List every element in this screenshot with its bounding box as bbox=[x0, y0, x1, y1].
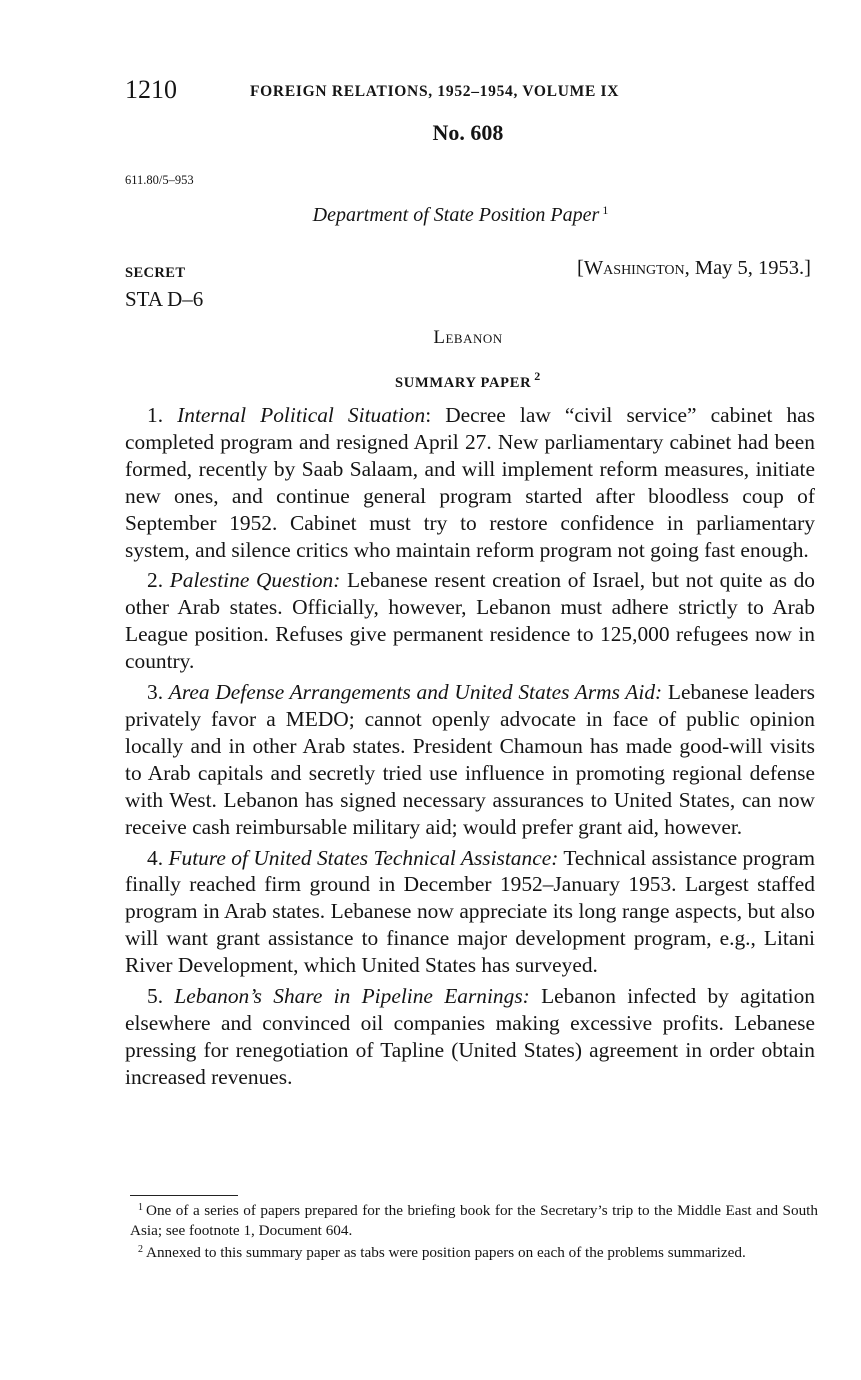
footnote-1 bbox=[130, 1198, 818, 1240]
paragraph-text: Lebanese resent creation of Israel, but not quite as do other Arab states. Officially, however, Lebanon must adhere strictly to Arab League position. Refuses give permanent residence to 125,000 refugees now in country. bbox=[125, 568, 815, 674]
footnote-ref-2: 2 bbox=[534, 369, 541, 383]
paragraph-number: 4. bbox=[147, 845, 164, 870]
footnote-2 bbox=[130, 1240, 818, 1263]
paragraph-number: 5. bbox=[147, 984, 164, 1009]
paragraph-number: 1. bbox=[147, 403, 164, 427]
paragraph-topic: Area Defense Arrangements and United States Arms Aid: bbox=[168, 680, 663, 705]
footnote-ref-1: 1 bbox=[602, 203, 609, 217]
dateline-date: May 5, 1953. bbox=[694, 257, 805, 279]
paragraph-topic: Palestine Question: bbox=[169, 568, 341, 593]
document-designation: STA D–6 bbox=[125, 287, 204, 311]
footnote-marker: 1 bbox=[138, 1202, 143, 1213]
paragraph-topic: Internal Political Situation bbox=[177, 403, 426, 427]
paragraph-text: Lebanese leaders privately favor a MEDO; cannot openly advocate in face of public opinion locally and in other Arab states. President Chamoun has made good-will visits to Arab capitals and secretly tried use influence in promoting regional defense with West. Lebanon has signed necessary assurances to United States, can now receive cash reimbursable military aid; would prefer grant aid, however. bbox=[125, 680, 815, 839]
paragraph-text: Decree law “civil service” cabinet has completed program and resigned April 27. New parliamentary cabinet had been formed, recently by Saab Salaam, and will implement reform measures, initiate new ones, and continue general program started after bloodless coup of September 1952. Cabinet must try to restore confidence in parliamentary system, and silence critics who maintain reform program not going fast enough. bbox=[125, 403, 815, 562]
paragraph-number: 3. bbox=[147, 680, 164, 705]
paragraph-topic: Future of United States Technical Assistance: bbox=[168, 845, 559, 870]
paragraph-3 bbox=[125, 679, 815, 840]
page-number: 1210 bbox=[125, 75, 177, 104]
summary-heading bbox=[0, 369, 861, 392]
paragraph-number: 2. bbox=[147, 568, 164, 593]
dateline-place: Washington bbox=[583, 257, 685, 279]
paragraph-2 bbox=[125, 567, 815, 675]
footnote-marker: 2 bbox=[138, 1244, 143, 1255]
document-title bbox=[0, 203, 861, 227]
file-reference: 611.80/5–953 bbox=[125, 173, 194, 187]
paragraph-text: Lebanon infected by agitation elsewhere and convinced oil companies making excessive profits. Lebanese pressing for renegotiation of Tapline (United States) agreement in order obtain increased revenues. bbox=[125, 984, 816, 1089]
footnote-text: One of a series of papers prepared for the briefing book for the Secretary’s trip to the Middle East and South Asia; see footnote 1, Document 604. bbox=[130, 1202, 818, 1239]
document-number: No. 608 bbox=[432, 120, 504, 145]
paragraph-4 bbox=[125, 845, 815, 980]
paragraph-1: 1. Internal Political Situation: Decree law “civil service” cabinet has completed program and resigned April 27. New parliamentary cabinet had been formed, recently by Saab Salaam, and will implement reform measures, initiate new ones, and continue general program started after bloodless coup of September 1952. Cabinet must try to restore confidence in parliamentary system, and silence critics who maintain reform program not going fast enough. bbox=[125, 403, 815, 562]
footnote-divider bbox=[130, 1195, 238, 1196]
dateline: [Washington, May 5, 1953.] bbox=[577, 257, 811, 279]
summary-heading-text: SUMMARY PAPER bbox=[395, 375, 532, 391]
paragraph-text: Technical assistance program finally reached firm ground in December 1952–January 1953. Largest staffed program in Arab states. Lebanese now appreciate its long range aspects, but also will want grant assistance to finance major development program, e.g., Litani River Development, which United States has surveyed. bbox=[125, 845, 815, 978]
paragraph-topic: Lebanon’s Share in Pipeline Earnings: bbox=[174, 984, 530, 1009]
footnote-text: Annexed to this summary paper as tabs were position papers on each of the problems summarized. bbox=[146, 1244, 746, 1261]
country-heading: Lebanon bbox=[433, 327, 503, 348]
paragraph-5 bbox=[125, 983, 815, 1091]
running-header: FOREIGN RELATIONS, 1952–1954, VOLUME IX bbox=[250, 83, 620, 100]
body-text bbox=[125, 402, 815, 1095]
document-title-text: Department of State Position Paper bbox=[312, 204, 600, 226]
footnotes bbox=[130, 1198, 818, 1263]
classification: SECRET bbox=[125, 265, 186, 281]
